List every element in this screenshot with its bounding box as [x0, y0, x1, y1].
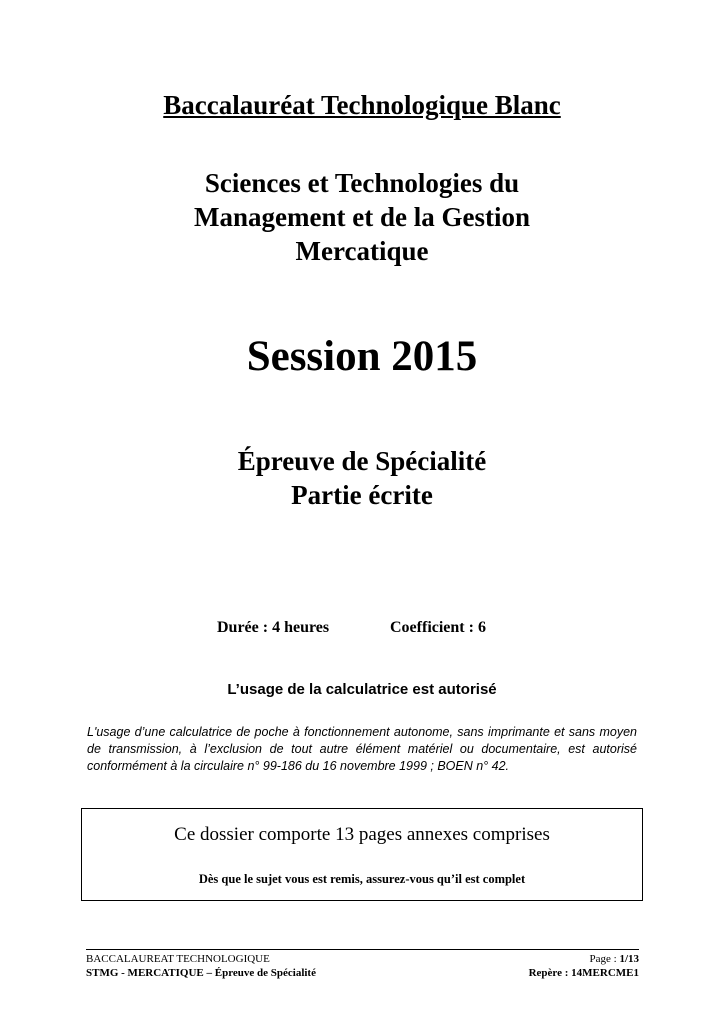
dossier-check-text: Dès que le sujet vous est remis, assurez-vous qu’il est complet	[198, 872, 526, 886]
duration-label: Durée : 4 heures	[217, 619, 330, 636]
series-title	[0, 166, 724, 268]
dossier-pages-text: Ce dossier comporte 13 pages annexes comprises	[174, 824, 550, 845]
footer-repere: Repère : 14MERCME1	[528, 967, 639, 979]
exam-title: Baccalauréat Technologique Blanc	[163, 90, 561, 120]
epreuve-title	[0, 444, 724, 512]
calculator-notice: L’usage de la calculatrice est autorisé	[227, 681, 497, 698]
dossier-info-box	[81, 808, 643, 901]
footer-page-value: 1/13	[619, 953, 639, 965]
footer-page-label: Page :	[589, 953, 620, 965]
series-line-2: Management et de la Gestion	[194, 202, 530, 232]
epreuve-line-2: Partie écrite	[291, 480, 433, 510]
footer-subject: STMG - MERCATIQUE – Épreuve de Spécialité	[86, 967, 316, 979]
series-line-1: Sciences et Technologies du	[204, 168, 520, 198]
epreuve-line-1: Épreuve de Spécialité	[237, 446, 487, 476]
calculator-detail: L'usage d’une calculatrice de poche à fonctionnement autonome, sans imprimante et sans moyen de transmission, à l’exclusion de tout autre élément matériel ou documentaire, est autorisé conformément à la circulaire n° 99-186 du 16 novembre 1999 ; BOEN n° 42.	[87, 725, 637, 773]
footer-exam-name: BACCALAUREAT TECHNOLOGIQUE	[86, 953, 270, 965]
series-line-3: Mercatique	[295, 236, 429, 266]
session-title: Session 2015	[246, 333, 478, 380]
footer-divider	[86, 949, 639, 950]
coefficient-label: Coefficient : 6	[390, 619, 486, 636]
footer-page-number	[589, 952, 639, 966]
